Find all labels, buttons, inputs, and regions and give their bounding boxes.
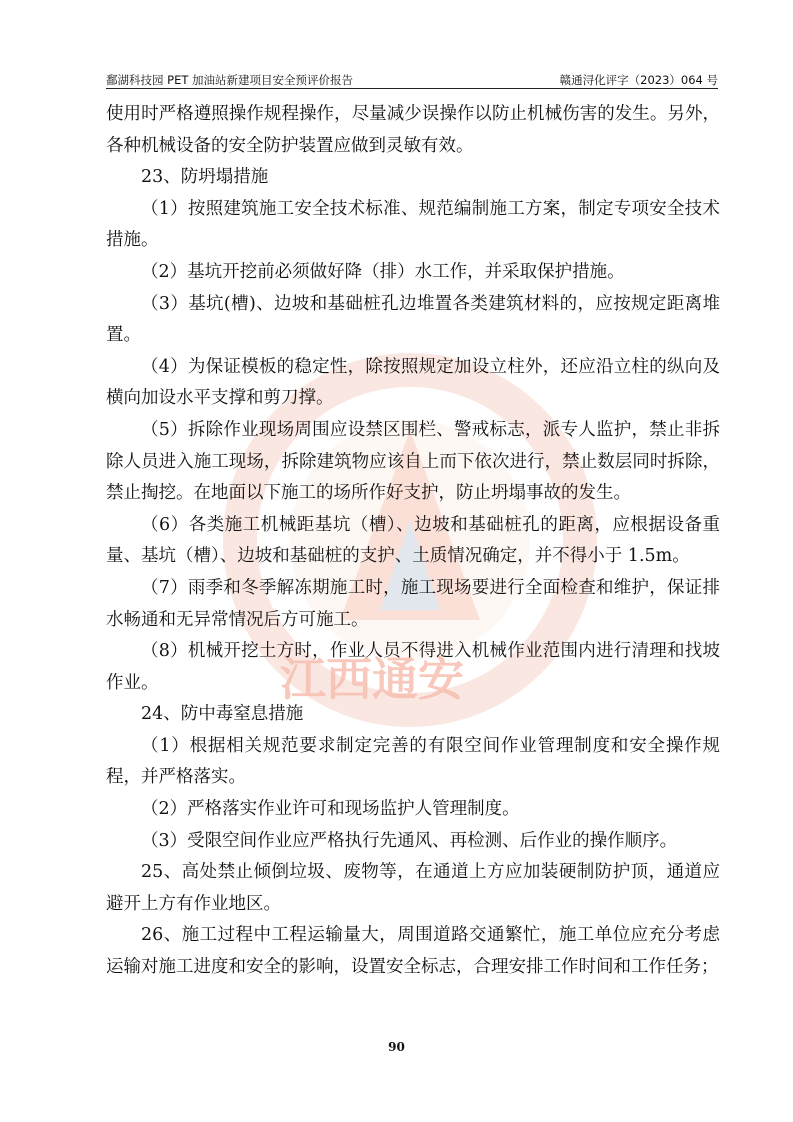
paragraph-23-8: （8）机械开挖土方时，作业人员不得进入机械作业范围内进行清理和找坡作业。 — [106, 641, 720, 693]
header-divider — [106, 88, 718, 89]
paragraph-23-2: （2）基坑开挖前必须做好降（排）水工作，并采取保护措施。 — [141, 261, 625, 282]
paragraph-24-1: （1）根据相关规范要求制定完善的有限空间作业管理制度和安全操作规程，并严格落实。 — [106, 735, 720, 788]
paragraph-23-3: （3）基坑(槽)、边坡和基础桩孔边堆置各类建筑材料的，应按规定距离堆置。 — [106, 293, 720, 346]
header-report-number: 赣通浔化评字（2023）064 号 — [559, 73, 718, 87]
page-number: 90 — [388, 1040, 405, 1054]
paragraph-23-4: （4）为保证模板的稳定性，除按照规定加设立柱外，还应沿立柱的纵向及横向加设水平支撑和剪刀撑。 — [106, 356, 720, 409]
paragraph-25: 25、高处禁止倾倒垃圾、废物等，在通道上方应加装硬制防护顶，通道应避开上方有作业地区。 — [106, 862, 720, 914]
header-report-title: 鄱湖科技园 PET 加油站新建项目安全预评价报告 — [106, 73, 354, 87]
page-header — [106, 70, 718, 88]
paragraph-23-7: （7）雨季和冬季解冻期施工时，施工现场要进行全面检查和维护，保证排水畅通和无异常情况后方可施工。 — [106, 577, 720, 630]
paragraph-23-6: （6）各类施工机械距基坑（槽）、边坡和基础桩孔的距离，应根据设备重量、基坑（槽）、边坡和基础桩的支护、土质情况确定，并不得小于 1.5m。 — [106, 514, 720, 567]
paragraph-23-5: （5）拆除作业现场周围应设禁区围栏、警戒标志，派专人监护，禁止非拆除人员进入施工现场，拆除建筑物应该自上而下依次进行，禁止数层同时拆除，禁止掏挖。在地面以下施工的场所作好支护，防止坍塌事故的发生。 — [106, 419, 720, 504]
paragraph-26: 26、施工过程中工程运输量大，周围道路交通繁忙，施工单位应充分考虑运输对施工进度和安全的影响，设置安全标志，合理安排工作时间和工作任务； — [106, 925, 720, 978]
section-heading-23: 23、防坍塌措施 — [141, 167, 269, 188]
watermark-text: 江西通安 — [280, 652, 464, 706]
section-heading-24: 24、防中毒窒息措施 — [141, 704, 304, 725]
paragraph-24-2: （2）严格落实作业许可和现场监护人管理制度。 — [141, 799, 520, 820]
paragraph-23-1: （1）按照建筑施工安全技术标准、规范编制施工方案，制定专项安全技术措施。 — [106, 198, 720, 251]
paragraph-24-3: （3）受限空间作业应严格执行先通风、再检测、后作业的操作顺序。 — [141, 830, 678, 851]
paragraph-continuation: 使用时严格遵照操作规程操作，尽量减少误操作以防止机械伤害的发生。另外，各种机械设备的安全防护装置应做到灵敏有效。 — [106, 104, 720, 156]
document-body — [106, 99, 720, 984]
